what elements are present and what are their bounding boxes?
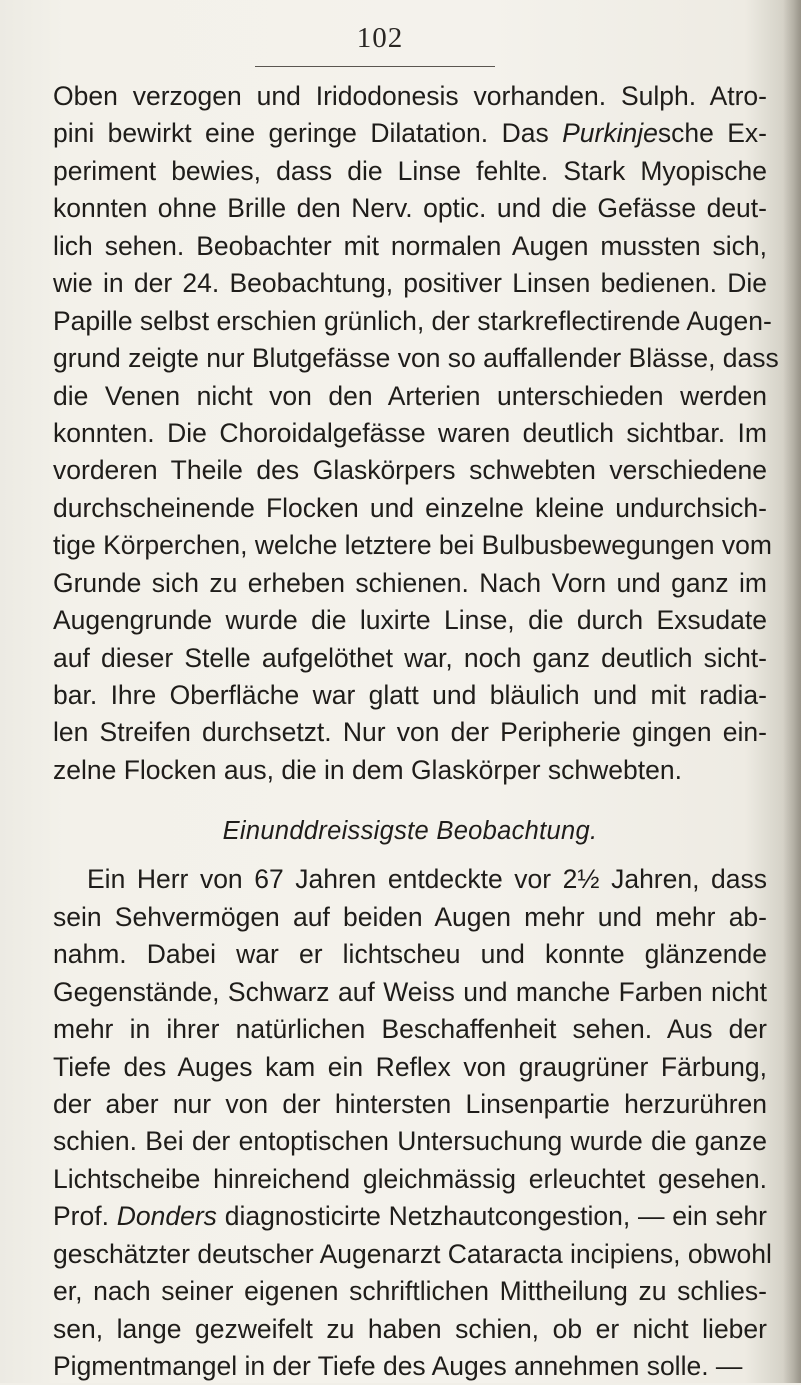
header-rule — [255, 66, 495, 67]
italic-name: Donders — [116, 1201, 217, 1232]
text-line: konnten. Die Choroidalgefässe waren deutlich sichtbar. Im — [53, 417, 767, 448]
text-line: mehr in ihrer natürlichen Beschaffenheit sehen. Aus der — [53, 1014, 767, 1045]
text-line: schien. Bei der entoptischen Untersuchung wurde die ganze — [53, 1126, 767, 1157]
text-line: nahm. Dabei war er lichtscheu und konnte glänzende — [53, 939, 767, 970]
text-segment: diagnosticirte Netzhautcongestion, — ein sehr — [216, 1201, 767, 1232]
text-line — [53, 1198, 767, 1235]
text-segment: pini bewirkt eine geringe Dilatation. Das — [53, 118, 563, 149]
text-line: auf dieser Stelle aufgelöthet war, noch ganz deutlich sicht- — [53, 642, 767, 673]
text-line: er, nach seiner eigenen schriftlichen Mittheilung zu schlies- — [53, 1276, 767, 1307]
text-line: grund zeigte nur Blutgefässe von so auffallender Blässe, dass — [53, 343, 779, 374]
text-line: Ein Herr von 67 Jahren entdeckte vor 2½ Jahren, dass — [87, 864, 767, 895]
text-line: konnten ohne Brille den Nerv. optic. und die Gefässe deut- — [53, 193, 767, 224]
text-line: Papille selbst erschien grünlich, der starkreflectirende Augen- — [53, 305, 772, 336]
page-edge-shadow — [783, 0, 801, 1383]
spacer — [53, 789, 767, 797]
text-line: lich sehen. Beobachter mit normalen Augen mussten sich, — [53, 230, 767, 261]
text-line — [53, 115, 767, 152]
text-line: Augengrunde wurde die luxirte Linse, die durch Exsudate — [53, 605, 767, 636]
text-line: geschätzter deutscher Augenarzt Cataracta incipiens, obwohl — [53, 1238, 772, 1269]
text-line: bar. Ihre Oberfläche war glatt und bläulich und mit radia- — [53, 680, 767, 710]
text-line: vorderen Theile des Glaskörpers schwebten verschiedene — [53, 455, 767, 486]
text-line: Oben verzogen und Iridodonesis vorhanden. Sulph. Atro- — [53, 81, 767, 111]
italic-name: Purkinje — [562, 118, 658, 149]
text-line: len Streifen durchsetzt. Nur von der Peripherie gingen ein- — [53, 717, 767, 748]
text-line: sen, lange gezweifelt zu haben schien, ob er nicht lieber — [53, 1313, 767, 1344]
page-number: 102 — [356, 22, 404, 54]
text-line: Tiefe des Auges kam ein Reflex von graugrüner Färbung, — [53, 1051, 767, 1082]
text-segment: Prof. — [53, 1201, 117, 1232]
text-line: tige Körperchen, welche letztere bei Bulbusbewegungen vom — [53, 530, 772, 561]
text-line: Pigmentmangel in der Tiefe des Auges annehmen solle. — — [53, 1351, 743, 1381]
text-block — [53, 78, 779, 1385]
text-line: sein Sehvermögen auf beiden Augen mehr und mehr ab- — [53, 901, 767, 932]
text-line: Gegenstände, Schwarz auf Weiss und manche Farben nicht — [53, 976, 767, 1007]
text-line: periment bewies, dass die Linse fehlte. Stark Myopische — [53, 155, 767, 186]
paragraph-one — [53, 78, 779, 789]
text-line: durchscheinende Flocken und einzelne kleine undurchsich- — [53, 492, 767, 523]
section-heading: Einunddreissigste Beobachtung. — [222, 817, 598, 846]
text-line: der aber nur von der hintersten Linsenpartie herzurühren — [53, 1088, 767, 1119]
text-line: Grunde sich zu erheben schienen. Nach Vorn und ganz im — [53, 567, 767, 598]
text-line: Lichtscheibe hinreichend gleichmässig erleuchtet gesehen. — [53, 1163, 767, 1194]
text-line: zelne Flocken aus, die in dem Glaskörper schwebten. — [53, 754, 682, 785]
text-line: die Venen nicht von den Arterien unterschieden werden — [53, 380, 767, 411]
text-segment: sche Ex- — [657, 118, 767, 149]
paragraph-two — [53, 861, 772, 1385]
text-line: wie in der 24. Beobachtung, positiver Linsen bedienen. Die — [53, 268, 767, 299]
